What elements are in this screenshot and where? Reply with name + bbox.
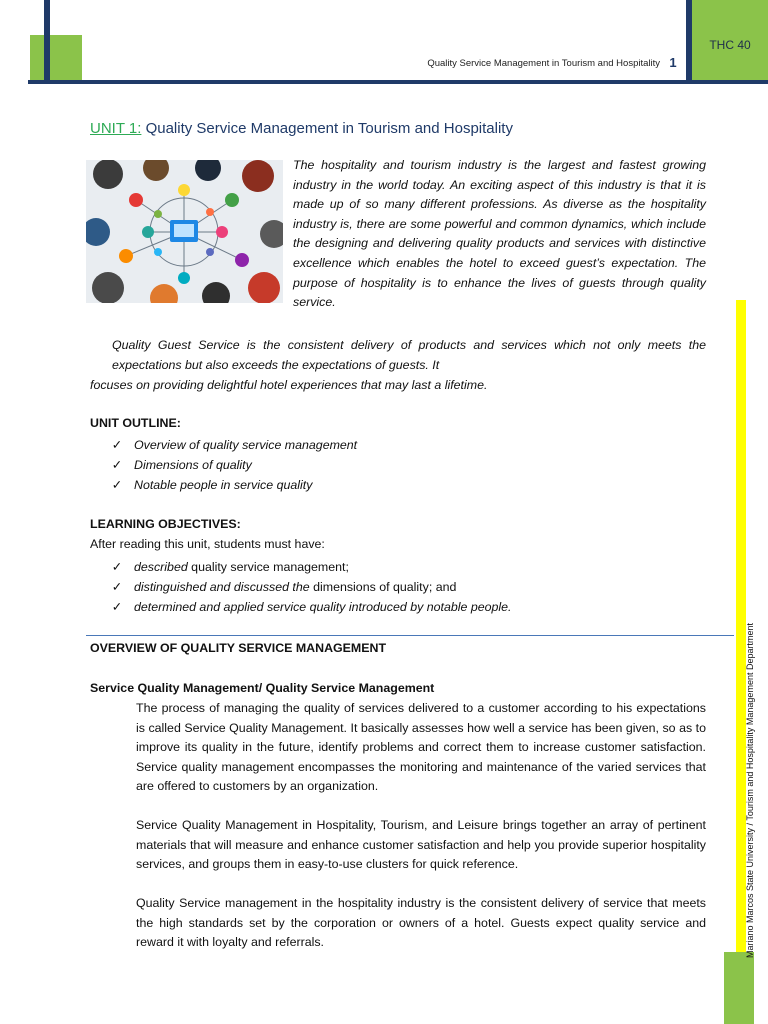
unit-heading [90, 120, 513, 137]
running-title: Quality Service Management in Tourism and Hospitality [427, 58, 660, 69]
header-green-block-left [30, 35, 82, 80]
header-navy-bar-left [44, 0, 50, 84]
page-number: 1 [669, 55, 677, 70]
list-item: ✓ Dimensions of quality [110, 455, 357, 475]
learning-objectives-title: LEARNING OBJECTIVES: [90, 517, 241, 531]
unit-title: Quality Service Management in Tourism and Hospitality [145, 120, 513, 137]
check-mark-icon: ✓ [111, 478, 123, 492]
list-item: ✓ Notable people in service quality [110, 475, 357, 495]
check-mark-icon: ✓ [111, 458, 123, 472]
overview-paragraph-3: Quality Service management in the hospitality industry is the consistent delivery of service that meets the high standards set by the corporation or owners of a hotel. Guests expect quality service and reward it with loyalty and referrals. [136, 896, 706, 950]
unit-label: UNIT 1: [90, 120, 142, 137]
guest-service-paragraph: Quality Guest Service is the consistent delivery of products and services which not only meets the expectations but also exceeds the expectations of guests. It [112, 338, 706, 372]
people-around-network-illustration [86, 160, 283, 303]
check-mark-icon: ✓ [111, 580, 123, 594]
list-item: ✓ distinguished and discussed the dimensions of quality; and [110, 577, 511, 597]
learning-objectives-list [110, 557, 511, 617]
header-rule [28, 80, 768, 84]
side-vertical-text: Mariano Marcos State University / Tourism and Hospitality Management Department [745, 623, 755, 958]
learning-objectives-lead: After reading this unit, students must have: [90, 537, 325, 551]
service-quality-subtitle: Service Quality Management/ Quality Service Management [90, 681, 435, 695]
course-code: THC 40 [709, 38, 751, 52]
overview-paragraph-2: Service Quality Management in Hospitality, Tourism, and Leisure brings together an array of pertinent materials that will measure and enhance customer satisfaction and help you provide superior hospitality services, and groups them in easy-to-use clusters for quick reference. [136, 818, 706, 872]
check-mark-icon: ✓ [111, 600, 123, 614]
unit-outline-title: UNIT OUTLINE: [90, 416, 181, 430]
check-mark-icon: ✓ [111, 438, 123, 452]
list-item: ✓ described quality service management; [110, 557, 511, 577]
section-divider [86, 635, 734, 636]
list-item: ✓ determined and applied service quality introduced by notable people. [110, 597, 511, 617]
overview-title: OVERVIEW OF QUALITY SERVICE MANAGEMENT [90, 641, 387, 655]
guest-service-continuation: focuses on providing delightful hotel experiences that may last a lifetime. [90, 378, 488, 392]
overview-paragraph-1: The process of managing the quality of services delivered to a customer according to his expectations is called Service Quality Management. It basically assesses how well a service has been given, so as to improve its quality in the future, identify problems and correct them to increase customer satisfaction. Service quality management encompasses the monitoring and maintenance of the varied services that are offered to customers by an organization. [136, 701, 706, 794]
list-item: ✓ Overview of quality service management [110, 435, 357, 455]
intro-paragraph: The hospitality and tourism industry is the largest and fastest growing industry in the world today. An exciting aspect of this industry is that it is made up of so many different professions. As diverse as the hospitality industry is, there are some powerful and common dynamics, which include the designing and delivering quality products and services with distinctive excellence which enables the hotel to exceed guest’s expectation. The purpose of hospitality is to enhance the lives of guests through quality service. [293, 158, 706, 310]
side-green-block [724, 952, 754, 1024]
check-mark-icon: ✓ [111, 560, 123, 574]
unit-outline-list [110, 435, 357, 495]
